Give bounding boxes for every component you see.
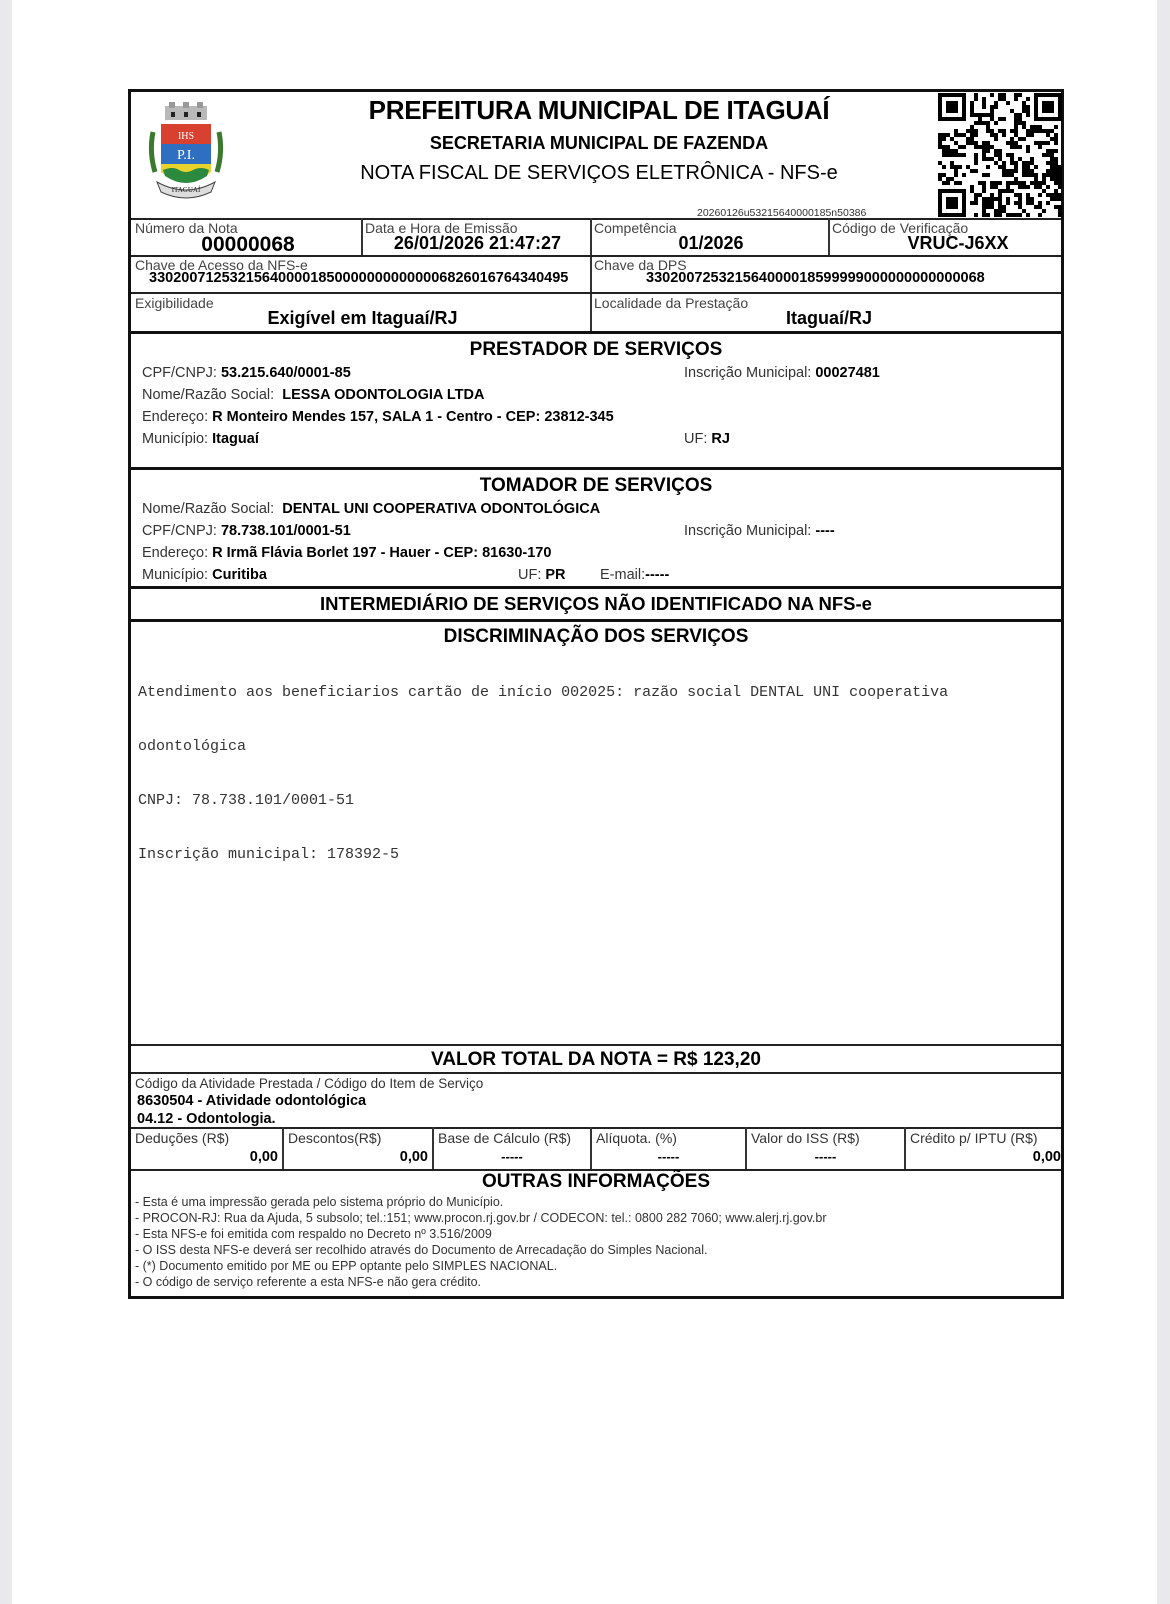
valor-total: VALOR TOTAL DA NOTA = R$ 123,20 (431, 1049, 761, 1070)
prestador-nome-value: LESSA ODONTOLOGIA LTDA (282, 387, 485, 403)
tomador-endereco (142, 545, 551, 561)
tomador-uf-label: UF: (518, 567, 542, 583)
discriminacao-line: odontológica (138, 738, 247, 755)
prestador-municipio-value: Itaguaí (212, 431, 259, 447)
discriminacao-section-title: DISCRIMINAÇÃO DOS SERVIÇOS (443, 626, 749, 647)
discriminacao-line: CNPJ: 78.738.101/0001-51 (138, 792, 355, 809)
prestador-uf-value: RJ (711, 431, 730, 447)
codigo-verificacao-label: Código de Verificação (832, 220, 969, 236)
chave-acesso-label: Chave de Acesso da NFS-e (135, 257, 308, 273)
municipality-title: PREFEITURA MUNICIPAL DE ITAGUAÍ (368, 95, 830, 125)
deducoes-label: Deduções (R$) (135, 1130, 230, 1146)
info-line: - (*) Documento emitido por ME ou EPP optante pelo SIMPLES NACIONAL. (135, 1259, 558, 1273)
tomador-endereco-label: Endereço: (142, 545, 209, 561)
tomador-municipio-value: Curitiba (212, 567, 267, 583)
atividade-code: 8630504 - Atividade odontológica (137, 1093, 367, 1109)
prestador-section-title: PRESTADOR DE SERVIÇOS (469, 339, 723, 360)
prestador-im-label: Inscrição Municipal: (684, 365, 812, 381)
tomador-nome-label: Nome/Razão Social: (142, 501, 275, 517)
tomador-cnpj-label: CPF/CNPJ: (142, 523, 217, 539)
chave-dps-label: Chave da DPS (594, 257, 687, 273)
qr-code[interactable] (938, 93, 1062, 217)
values-cell-descontos (284, 1127, 434, 1169)
logo-banner: ITAGUAÍ (171, 186, 201, 194)
values-cell-aliquota (592, 1127, 747, 1169)
prestador-uf-label: UF: (684, 431, 708, 447)
prestador-nome (142, 387, 484, 403)
numero-nota-label: Número da Nota (135, 220, 238, 236)
tomador-email (600, 567, 669, 583)
valor-iss-label: Valor do ISS (R$) (751, 1130, 860, 1146)
info-line: - Esta é uma impressão gerada pelo sistema próprio do Município. (135, 1195, 504, 1209)
exigibilidade-label: Exigibilidade (135, 295, 214, 311)
competencia-value: 01/2026 (678, 233, 744, 253)
prestador-municipio (142, 431, 259, 447)
prestador-nome-label: Nome/Razão Social: (142, 387, 275, 403)
document-page (12, 0, 1157, 1604)
tomador-email-value: ----- (645, 567, 670, 583)
tomador-municipio (142, 567, 267, 583)
info-line: - Esta NFS-e foi emitida com respaldo no Decreto nº 3.516/2009 (135, 1227, 492, 1241)
logo-motto: IHS (177, 131, 195, 142)
aliquota-value: ----- (657, 1149, 680, 1164)
prestador-im (684, 365, 880, 381)
data-emissao-value: 26/01/2026 21:47:27 (393, 233, 562, 253)
exigibilidade-value: Exigível em Itaguaí/RJ (267, 308, 458, 328)
localidade-label: Localidade da Prestação (594, 295, 749, 311)
tomador-nome (142, 501, 600, 517)
tomador-cnpj-value: 78.738.101/0001-51 (220, 523, 351, 539)
values-cell-valor-iss (747, 1127, 906, 1169)
prestador-municipio-label: Município: (142, 431, 209, 447)
outras-informacoes-list (135, 1194, 827, 1290)
qr-code-icon (938, 93, 1062, 217)
aliquota-label: Alíquota. (%) (596, 1130, 677, 1146)
tomador-section-title: TOMADOR DE SERVIÇOS (479, 475, 713, 496)
chave-dps-value: 330200725321564000018599999000000000000068 (646, 270, 985, 286)
valor-iss-value: ----- (814, 1149, 837, 1164)
tomador-nome-value: DENTAL UNI COOPERATIVA ODONTOLÓGICA (282, 501, 601, 517)
item-servico-code: 04.12 - Odontologia. (137, 1111, 276, 1127)
codigo-verificacao-value: VRUC-J6XX (907, 233, 1009, 253)
descontos-value: 0,00 (399, 1149, 428, 1165)
chave-acesso-value: 3302007125321564000018500000000000006826016764340495 (149, 270, 569, 286)
intermediario-section-title: INTERMEDIÁRIO DE SERVIÇOS NÃO IDENTIFICADO NA NFS-e (320, 593, 872, 614)
info-line: - O ISS desta NFS-e deverá ser recolhido através do Documento de Arrecadação do Simples Nacional. (135, 1243, 708, 1257)
logo-text: P.I. (177, 148, 195, 163)
tomador-endereco-value: R Irmã Flávia Borlet 197 - Hauer - CEP: 81630-170 (212, 545, 552, 561)
values-cell-credito-iptu (906, 1127, 1061, 1169)
tomador-uf (518, 567, 566, 583)
discriminacao-line: Inscrição municipal: 178392-5 (138, 846, 400, 863)
tomador-im-value: ---- (815, 523, 835, 539)
tomador-uf-value: PR (545, 567, 566, 583)
values-cell-deducoes (131, 1127, 284, 1169)
competencia-label: Competência (594, 220, 677, 236)
prestador-cnpj-value: 53.215.640/0001-85 (220, 365, 351, 381)
data-emissao-label: Data e Hora de Emissão (365, 220, 518, 236)
prestador-endereco-value: R Monteiro Mendes 157, SALA 1 - Centro - CEP: 23812-345 (212, 409, 614, 425)
atividade-label: Código da Atividade Prestada / Código do Item de Serviço (135, 1076, 484, 1091)
info-line: - PROCON-RJ: Rua da Ajuda, 5 subsolo; tel.:151; www.procon.rj.gov.br / CODECON: tel.: 0800 282 7060; www.alerj.rj.gov.br (135, 1211, 827, 1225)
values-cell-base-calculo (434, 1127, 592, 1169)
discriminacao-line: Atendimento aos beneficiarios cartão de início 002025: razão social DENTAL UNI cooperativa (138, 684, 949, 701)
nfse-document (128, 89, 1064, 1299)
tomador-im-label: Inscrição Municipal: (684, 523, 812, 539)
prestador-uf (684, 431, 730, 447)
discriminacao-text (138, 648, 948, 900)
tomador-cnpj (142, 523, 351, 539)
qr-code-text: 20260126u53215640000185n50386 (697, 207, 867, 219)
prestador-endereco (142, 409, 614, 425)
prestador-cnpj (142, 365, 351, 381)
secretariat-subtitle: SECRETARIA MUNICIPAL DE FAZENDA (429, 133, 769, 153)
document-title: NOTA FISCAL DE SERVIÇOS ELETRÔNICA - NFS-e (360, 162, 838, 184)
deducoes-value: 0,00 (249, 1149, 278, 1165)
credito-iptu-label: Crédito p/ IPTU (R$) (910, 1130, 1038, 1146)
base-calculo-label: Base de Cálculo (R$) (438, 1130, 572, 1146)
credito-iptu-value: 0,00 (1032, 1149, 1061, 1165)
info-line: - O código de serviço referente a esta NFS-e não gera crédito. (135, 1275, 482, 1289)
numero-nota-value: 00000068 (201, 233, 295, 256)
tomador-municipio-label: Município: (142, 567, 209, 583)
prestador-cnpj-label: CPF/CNPJ: (142, 365, 217, 381)
prestador-endereco-label: Endereço: (142, 409, 209, 425)
outras-informacoes-title: OUTRAS INFORMAÇÕES (482, 1171, 710, 1192)
prestador-im-value: 00027481 (815, 365, 880, 381)
base-calculo-value: ----- (501, 1149, 523, 1164)
localidade-value: Itaguaí/RJ (785, 308, 873, 328)
descontos-label: Descontos(R$) (288, 1130, 382, 1146)
tomador-im (684, 523, 835, 539)
values-table (131, 1127, 1061, 1169)
tomador-email-label: E-mail: (600, 567, 646, 583)
